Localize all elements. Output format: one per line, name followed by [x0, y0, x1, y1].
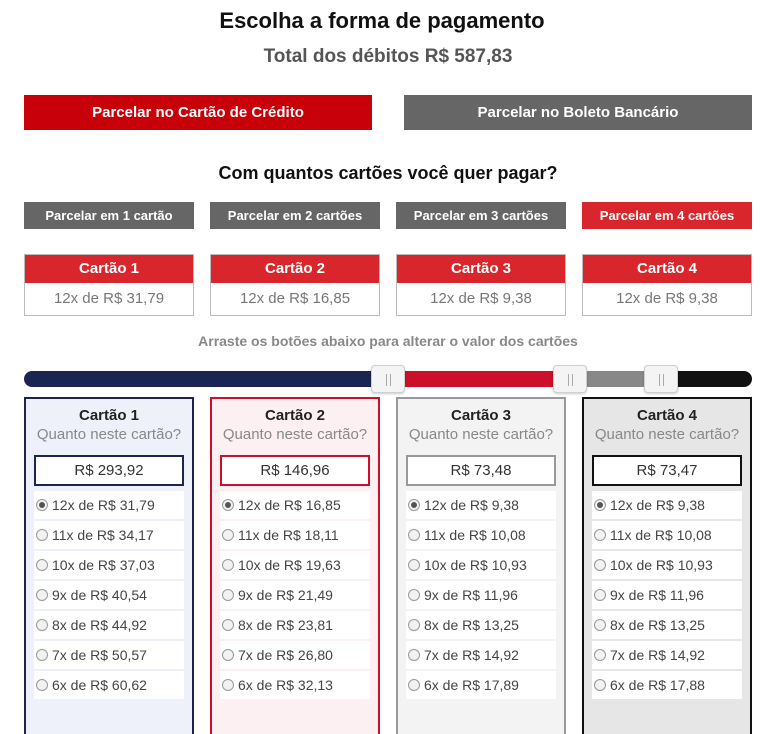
radio-icon[interactable]	[594, 619, 606, 631]
radio-icon[interactable]	[408, 589, 420, 601]
installment-label: 10x de R$ 19,63	[238, 557, 341, 573]
installment-label: 11x de R$ 10,08	[424, 527, 526, 543]
installment-option[interactable]	[406, 551, 556, 579]
boleto-installments-button[interactable]: Parcelar no Boleto Bancário	[404, 95, 752, 130]
radio-icon[interactable]	[222, 679, 234, 691]
slider-handle-1[interactable]	[371, 365, 405, 393]
installment-label: 10x de R$ 10,93	[610, 557, 713, 573]
three-cards-button[interactable]: Parcelar em 3 cartões	[396, 202, 566, 229]
installment-label: 9x de R$ 40,54	[52, 587, 147, 603]
installment-label: 7x de R$ 26,80	[238, 647, 333, 663]
radio-icon[interactable]	[36, 499, 48, 511]
installment-option[interactable]	[592, 581, 742, 609]
card-question: Quanto neste cartão?	[408, 426, 554, 443]
radio-icon[interactable]	[36, 529, 48, 541]
installment-label: 8x de R$ 23,81	[238, 617, 333, 633]
card-2-panel	[210, 397, 380, 734]
installment-option[interactable]	[406, 641, 556, 669]
installment-option[interactable]	[34, 581, 184, 609]
radio-icon[interactable]	[594, 529, 606, 541]
installment-option[interactable]	[220, 521, 370, 549]
card-amount-input[interactable]: R$ 146,96	[220, 455, 370, 486]
two-cards-button[interactable]: Parcelar em 2 cartões	[210, 202, 380, 229]
page-title: Escolha a forma de pagamento	[219, 8, 545, 33]
installment-label: 9x de R$ 21,49	[238, 587, 333, 603]
installment-option[interactable]	[592, 491, 742, 519]
four-cards-button[interactable]: Parcelar em 4 cartões	[582, 202, 752, 229]
radio-icon[interactable]	[408, 499, 420, 511]
installment-label: 9x de R$ 11,96	[424, 587, 518, 603]
summary-value: 12x de R$ 16,85	[239, 290, 351, 307]
card-4-panel	[582, 397, 752, 734]
radio-icon[interactable]	[594, 499, 606, 511]
installment-option[interactable]	[406, 491, 556, 519]
installment-option[interactable]	[592, 551, 742, 579]
card-2-summary	[210, 254, 380, 316]
installment-label: 6x de R$ 17,89	[424, 677, 519, 693]
installment-option[interactable]	[34, 641, 184, 669]
installment-option[interactable]	[406, 521, 556, 549]
installment-option[interactable]	[406, 671, 556, 699]
one-card-button[interactable]: Parcelar em 1 cartão	[24, 202, 194, 229]
card-question: Quanto neste cartão?	[36, 426, 182, 443]
installment-label: 7x de R$ 14,92	[424, 647, 519, 663]
card-1-summary	[24, 254, 194, 316]
radio-icon[interactable]	[36, 679, 48, 691]
card-1-panel	[24, 397, 194, 734]
installment-label: 11x de R$ 18,11	[238, 527, 339, 543]
radio-icon[interactable]	[36, 559, 48, 571]
card-question: Quanto neste cartão?	[222, 426, 368, 443]
installment-option[interactable]	[220, 491, 370, 519]
installment-label: 12x de R$ 31,79	[52, 497, 155, 513]
installment-option[interactable]	[220, 581, 370, 609]
split-slider[interactable]	[24, 371, 752, 387]
installment-label: 9x de R$ 11,96	[610, 587, 704, 603]
summary-title: Cartão 4	[583, 255, 751, 283]
radio-icon[interactable]	[36, 649, 48, 661]
installment-label: 11x de R$ 34,17	[52, 527, 154, 543]
slider-handle-3[interactable]	[644, 365, 678, 393]
card-3-summary	[396, 254, 566, 316]
installment-option[interactable]	[220, 641, 370, 669]
installment-option[interactable]	[592, 641, 742, 669]
radio-icon[interactable]	[408, 619, 420, 631]
card-title: Cartão 2	[264, 407, 326, 424]
installment-label: 12x de R$ 16,85	[238, 497, 341, 513]
installment-label: 11x de R$ 10,08	[610, 527, 712, 543]
card-title: Cartão 4	[636, 407, 698, 424]
radio-icon[interactable]	[408, 649, 420, 661]
summary-value: 12x de R$ 9,38	[616, 290, 718, 307]
installment-label: 6x de R$ 17,88	[610, 677, 705, 693]
installment-option[interactable]	[220, 671, 370, 699]
card-question: Quanto neste cartão?	[594, 426, 740, 443]
installment-label: 7x de R$ 14,92	[610, 647, 705, 663]
installment-option[interactable]	[592, 671, 742, 699]
radio-icon[interactable]	[594, 679, 606, 691]
installment-option[interactable]	[34, 611, 184, 639]
radio-icon[interactable]	[594, 649, 606, 661]
installment-label: 12x de R$ 9,38	[424, 497, 519, 513]
installment-option[interactable]	[34, 491, 184, 519]
card-3-panel	[396, 397, 566, 734]
radio-icon[interactable]	[222, 529, 234, 541]
slider-handle-2[interactable]	[553, 365, 587, 393]
radio-icon[interactable]	[222, 559, 234, 571]
card-title: Cartão 1	[78, 407, 140, 424]
slider-segment-card-2	[388, 371, 570, 387]
card-amount-input[interactable]: R$ 73,47	[592, 455, 742, 486]
summary-value: 12x de R$ 31,79	[53, 290, 165, 307]
summary-title: Cartão 2	[211, 255, 379, 283]
summary-title: Cartão 3	[397, 255, 565, 283]
installment-option[interactable]	[592, 611, 742, 639]
card-title: Cartão 3	[450, 407, 512, 424]
installment-label: 8x de R$ 13,25	[424, 617, 519, 633]
installment-option[interactable]	[220, 611, 370, 639]
installment-label: 6x de R$ 32,13	[238, 677, 333, 693]
radio-icon[interactable]	[408, 679, 420, 691]
summary-title: Cartão 1	[25, 255, 193, 283]
total-debits: Total dos débitos R$ 587,83	[263, 46, 513, 67]
radio-icon[interactable]	[222, 649, 234, 661]
installment-label: 8x de R$ 13,25	[610, 617, 705, 633]
installment-option[interactable]	[34, 551, 184, 579]
card-4-summary	[582, 254, 752, 316]
installment-option[interactable]	[592, 521, 742, 549]
radio-icon[interactable]	[408, 559, 420, 571]
radio-icon[interactable]	[222, 499, 234, 511]
radio-icon[interactable]	[36, 619, 48, 631]
radio-icon[interactable]	[408, 529, 420, 541]
card-count-question: Com quantos cartões você quer pagar?	[218, 163, 558, 183]
installment-label: 10x de R$ 10,93	[424, 557, 527, 573]
installment-label: 12x de R$ 9,38	[610, 497, 705, 513]
installment-option[interactable]	[220, 551, 370, 579]
installment-label: 6x de R$ 60,62	[52, 677, 147, 693]
slider-segment-card-1	[24, 371, 388, 387]
installment-option[interactable]	[34, 521, 184, 549]
installment-option[interactable]	[406, 611, 556, 639]
installment-option[interactable]	[34, 671, 184, 699]
radio-icon[interactable]	[222, 619, 234, 631]
radio-icon[interactable]	[594, 559, 606, 571]
slider-hint: Arraste os botões abaixo para alterar o valor dos cartões	[198, 333, 578, 349]
summary-value: 12x de R$ 9,38	[430, 290, 532, 307]
installment-option[interactable]	[406, 581, 556, 609]
radio-icon[interactable]	[594, 589, 606, 601]
installment-label: 8x de R$ 44,92	[52, 617, 147, 633]
card-amount-input[interactable]: R$ 293,92	[34, 455, 184, 486]
card-amount-input[interactable]: R$ 73,48	[406, 455, 556, 486]
credit-card-installments-button[interactable]: Parcelar no Cartão de Crédito	[24, 95, 372, 130]
radio-icon[interactable]	[222, 589, 234, 601]
installment-label: 7x de R$ 50,57	[52, 647, 147, 663]
radio-icon[interactable]	[36, 589, 48, 601]
installment-label: 10x de R$ 37,03	[52, 557, 155, 573]
